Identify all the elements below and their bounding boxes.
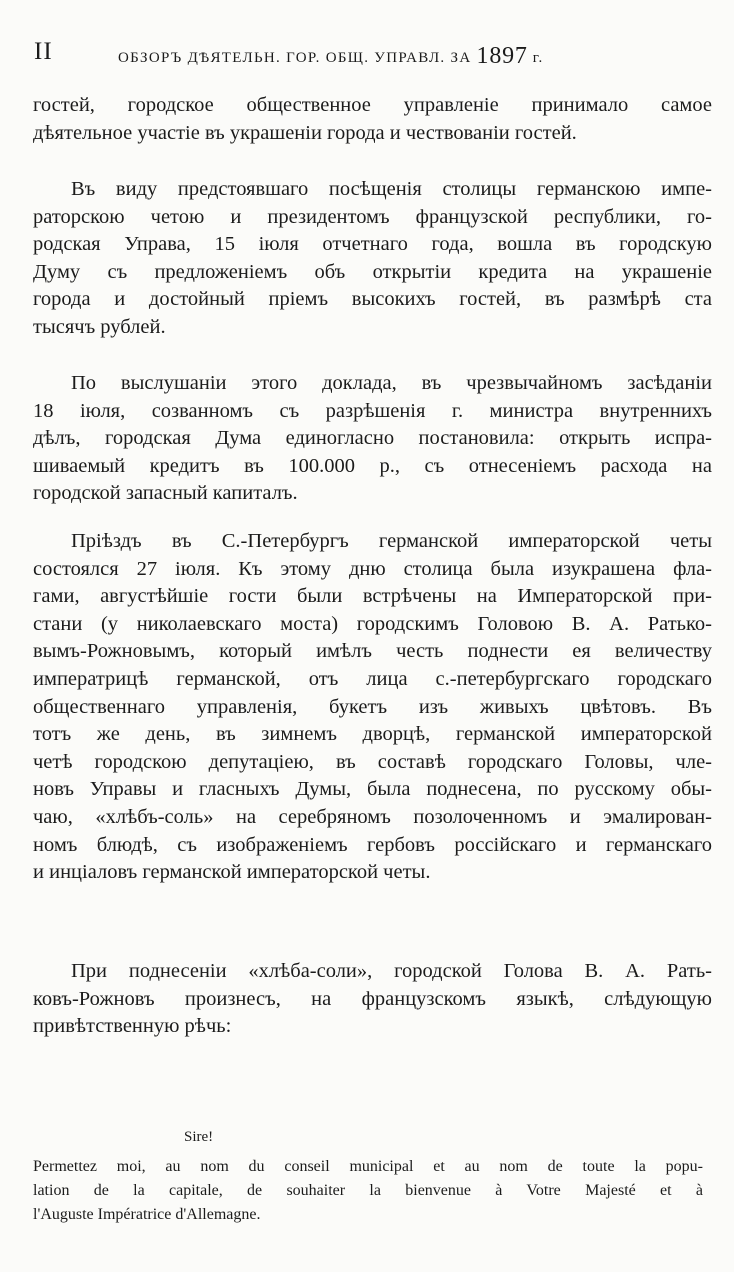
speech-line: Permettez moi, au nom du conseil municipal et au nom de toute la popu- <box>33 1158 703 1175</box>
speech-line: l'Auguste Impératrice d'Allemagne. <box>33 1206 261 1223</box>
text-line: По выслушаніи этого доклада, въ чрезвычайномъ засѣданіи <box>71 372 712 394</box>
text-line: вымъ-Рожновымъ, который имѣлъ честь поднести ея величеству <box>33 640 712 663</box>
text-line: номъ блюдѣ, съ изображеніемъ гербовъ россійскаго и германскаго <box>33 833 712 856</box>
text-line: тысячъ рублей. <box>33 315 166 338</box>
text-line: гами, августѣйшіе гости были встрѣчены на Императорской при- <box>33 585 712 608</box>
text-line: При поднесеніи «хлѣба-соли», городской Голова В. А. Рать- <box>71 960 712 982</box>
paragraph-3 <box>33 370 712 508</box>
text-line: дѣятельное участіе въ украшеніи города и чествованіи гостей. <box>33 121 577 144</box>
page-header <box>34 36 700 72</box>
running-title-year-suffix: г. <box>532 50 544 66</box>
text-line: шиваемый кредитъ въ 100.000 р., съ отнесеніемъ расхода на <box>33 454 712 477</box>
text-line: состоялся 27 іюля. Къ этому дню столица была изукрашена фла- <box>33 557 712 580</box>
text-line: стани (у николаевскаго моста) городскимъ Головою В. А. Ратько- <box>33 612 712 635</box>
text-line: раторскою четою и президентомъ французской республики, го- <box>33 205 712 228</box>
speech-salutation: Sire! <box>184 1129 214 1145</box>
text-line: Думу съ предложеніемъ объ открытіи кредита на украшеніе <box>33 260 712 283</box>
text-line: ковъ-Рожновъ произнесъ, на французскомъ языкѣ, слѣдующую <box>33 987 712 1010</box>
text-line: городской запасный капиталъ. <box>33 482 298 505</box>
text-line: привѣтственную рѣчь: <box>33 1015 232 1038</box>
text-line: новъ Управы и гласныхъ Думы, была поднесена, по русскому обы- <box>33 778 712 801</box>
running-title <box>118 42 544 69</box>
text-line: родская Управа, 15 іюля отчетнаго года, вошла въ городскую <box>33 233 712 256</box>
running-title-text: ОБЗОРЪ ДѢЯТЕЛЬН. ГОР. ОБЩ. УПРАВЛ. ЗА <box>118 50 472 66</box>
paragraph-1 <box>33 92 712 147</box>
text-line: гостей, городское общественное управленіе принимало самое <box>33 94 712 116</box>
text-line: Въ виду предстоявшаго посѣщенія столицы германскою импе- <box>71 178 712 200</box>
text-line: дѣлъ, городская Дума единогласно постановила: открыть испра- <box>33 427 712 450</box>
text-line: и инціаловъ германской императорской четы. <box>33 861 431 884</box>
text-line: Пріѣздъ въ С.-Петербургъ германской императорской четы <box>71 530 712 552</box>
text-line: общественнаго управленія, букетъ изъ живыхъ цвѣтовъ. Въ <box>33 695 712 718</box>
page-number: II <box>34 38 53 65</box>
speech-line: lation de la capitale, de souhaiter la bienvenue à Votre Majesté et à <box>33 1182 703 1199</box>
text-line: тотъ же день, въ зимнемъ дворцѣ, германской императорской <box>33 723 712 746</box>
text-line: императрицѣ германской, отъ лица с.-петербургскаго городскаго <box>33 667 712 690</box>
speech-text <box>33 1155 703 1227</box>
paragraph-5 <box>33 958 712 1041</box>
paragraph-4 <box>33 528 712 887</box>
text-line: четѣ городскою депутаціею, въ составѣ городскаго Головы, чле- <box>33 750 712 773</box>
running-title-year: 1897 <box>476 43 528 69</box>
text-line: города и достойный пріемъ высокихъ гостей, въ размѣрѣ ста <box>33 288 712 311</box>
text-line: 18 іюля, созванномъ съ разрѣшенія г. министра внутреннихъ <box>33 399 712 422</box>
text-line: чаю, «хлѣбъ-соль» на серебряномъ позолоченномъ и эмалирован- <box>33 805 712 828</box>
paragraph-2 <box>33 176 712 342</box>
